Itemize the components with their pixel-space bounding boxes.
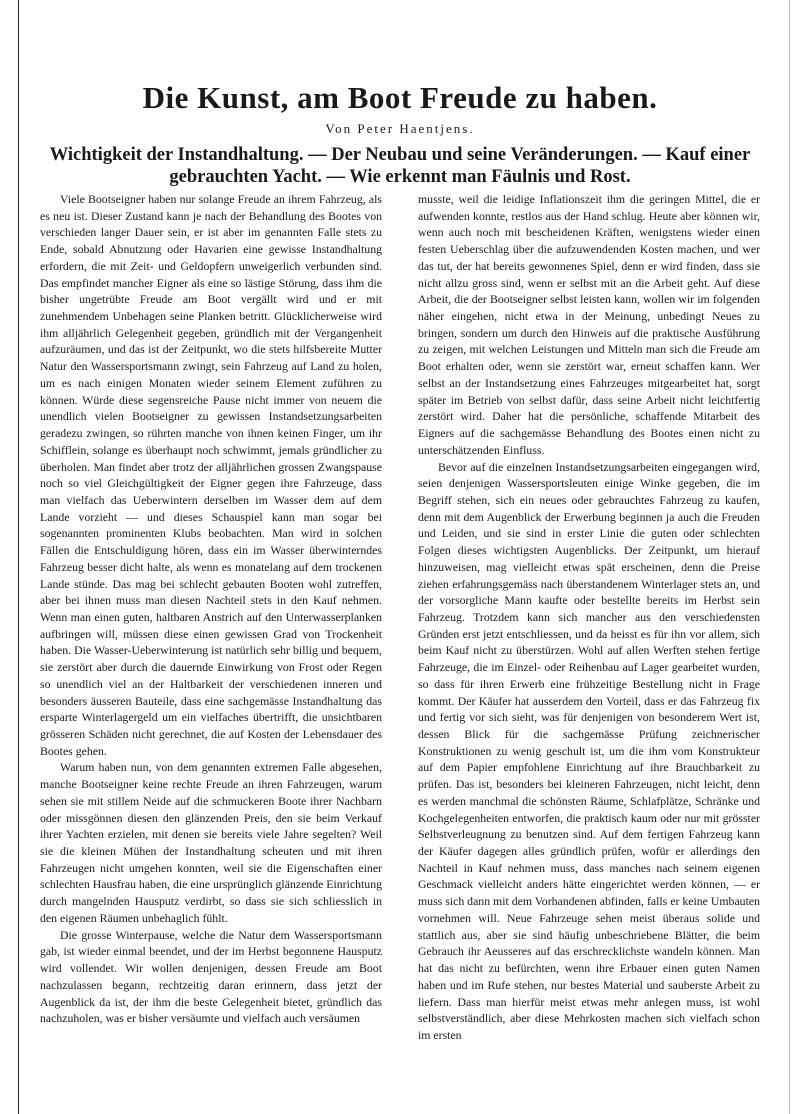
paragraph: Warum haben nun, von dem genannten extremen Falle abgesehen, manche Bootseigner keine rechte Freude an ihren Fahrzeugen, warum sehen sie mit stillem Neide auf die schmuckeren Boote ihrer Nachbarn oder missgönnen diesen den glänzenden Preis, den sie beim Verkauf ihrer Yachten erzielen, mit denen sie bereits viele Jahre segelten? Weil sie die kleinen Mühen der Instandhaltung scheuten und mit ihren Fahrzeugen nicht umgehen konnten, weil sie die Eigenschaften einer schlechten Hausfrau haben, die eine ursprünglich glänzende Einrichtung durch mangelnden Hausputz verdirbt, so dass sie sich schliesslich in den eigenen Räumen unbehaglich fühlt. bbox=[40, 760, 382, 925]
left-column bbox=[40, 191, 382, 1071]
right-column bbox=[418, 191, 760, 1071]
paragraph: Bevor auf die einzelnen Instandsetzungsarbeiten eingegangen wird, seien denjenigen Wassersportsleuten einige Winke gegeben, die im Begriff stehen, sich ein neues oder gebrauchtes Fahrzeug zu kaufen, denn mit dem Augenblick der Erwerbung beginnen ja auch die Freuden und Leiden, und sie sind in erster Linie die guten oder schlechten Folgen dieses wichtigsten Augenblicks. Der Zeitpunkt, um hierauf hinzuweisen, mag vielleicht etwas spät erscheinen, denn die Preise ziehen erfahrungsgemäss nach überstandenem Winterlager stets an, und der vorsorgliche Mann kaufte oder bestellte bereits im Herbst sein Fahrzeug. Trotzdem kann sich mancher aus den verschiedensten Gründen erst jetzt entschliessen, und da heisst es für ihn vor allem, sich beim Kauf nicht zu überstürzen. Wohl auf allen Werften stehen fertige Fahrzeuge, die im Einzel- oder Reihenbau auf Lager gearbeitet wurden, so dass für ihren Erwerb eine frühzeitige Bestellung nicht in Frage kommt. Der Käufer hat ausserdem den Vorteil, dass er das Fahrzeug fix und fertig vor sich sieht, was für denjenigen von besonderem Wert ist, dessen Blick für die sachgemässe Prüfung zeichnerischer Konstruktionen zu wenig geschult ist, um die ihm vom Konstrukteur auf dem Papier empfohlene Einrichtung auf ihre Brauchbarkeit zu prüfen. Das ist, besonders bei kleineren Fahrzeugen, nicht leicht, denn es werden manchmal die schönsten Räume, Schlafplätze, Schränke und Kochgelegenheiten entworfen, die praktisch kaum oder nur mit grösster Selbstverleugnung zu benutzen sind. Auf dem fertigen Fahrzeug kann der Käufer dagegen alles gründlich prüfen, wofür er allerdings den Nachteil in Kauf nehmen muss, dass manches nach seinem eigenen Geschmack vielleicht anders hätte eingerichtet werden können, — er muss sich dann mit dem Vorhandenen abfinden, falls er keine Umbauten vornehmen will. Neue Fahrzeuge sehen meist überaus solide und stattlich aus, aber sie sind häufig unbeschriebene Blätter, die beim Gebrauch ihr Aeusseres auf das erschrecklichste wandeln können. Man hat das nicht zu befürchten, wenn ihre Erbauer einen guten Namen haben und im Rufe stehen, nur bestes Material und sauberste Arbeit zu liefern. Dass man hierfür meist etwas mehr anlegen muss, ist wohl selbstverständlich, aber diese Mehrkosten machen sich vielfach schon im ersten bbox=[418, 459, 760, 1042]
article-subheading: Wichtigkeit der Instandhaltung. — Der Neubau und seine Veränderungen. — Kauf einer gebrauchten Yacht. — Wie erkennt man Fäulnis und Rost. bbox=[49, 145, 751, 187]
paragraph: Viele Bootseigner haben nur solange Freude an ihrem Fahrzeug, als es neu ist. Dieser Zustand kann je nach der Behandlung des Bootes von verschieden langer Dauer sein, er ist aber im genannten Falle stets zu Ende, sobald Abnutzung oder Havarien eine gewisse Instandhaltung erfordern, die mit Zeit- und Geldopfern unweigerlich verbunden sind. Das empfindet mancher Eigner als eine so lästige Störung, dass ihm die bisher ungetrübte Freude am Boot vergällt wird und er mit zunehmendem Unbehagen seine Planken betritt. Glücklicherweise wird ihm alljährlich Gelegenheit gegeben, gründlich mit der Vergangenheit aufzuräumen, und das ist der Zeitpunkt, wo die stets hilfsbereite Mutter Natur den Wassersportsmann zwingt, sein Fahrzeug auf Land zu holen, um es nach einigen Monaten wieder seinem Element zuführen zu können. Würde diese segensreiche Pause nicht immer von neuem die unendlich vielen Bootseigner zu gewissen Instandsetzungsarbeiten geradezu zwingen, so rührten manche von ihnen keinen Finger, um ihr Schifflein, solange es überhaupt noch schwimmt, jemals gründlicher zu überholen. Man findet aber trotz der alljährlichen grossen Zwangspause noch so viel Gleichgültigkeit der Eigner gegen ihre Fahrzeuge, dass man vielfach das Ueberwintern derselben im Wasser dem auf dem Lande vorzieht — und dieses Schauspiel kann man sogar bei sogenannten prominenten Klubs beobachten. Man wird in solchen Fällen die Entschuldigung hören, dass ein im Wasser überwinterndes Fahrzeug besser dicht halte, als wenn es monatelang auf dem trockenen Lande stünde. Das mag bei schlecht gebauten Booten wohl zutreffen, aber bei ihnen muss man diesen Nachteil stets in den Kauf nehmen. Wenn man einen guten, haltbaren Anstrich auf den Unterwasserplanken aufbringen will, müssen diese einen gewissen Grad von Trockenheit haben. Die Wasser-Ueberwinterung ist natürlich sehr billig und bequem, sie zerstört aber durch die dauernde Einwirkung von Frost oder Regen so unendlich viel an der Haltbarkeit der verschiedenen inneren und besonders äusseren Bauteile, dass eine sachgemässe Instandhaltung das ersparte Winterlagergeld um ein vielfaches übertrifft, die unsichtbaren grösseren Schäden nicht gerechnet, die auf Kosten der Lebensdauer des Bootes gehen. bbox=[40, 192, 382, 758]
paragraph-continued: musste, weil die leidige Inflationszeit ihm die geringen Mittel, die er aufwenden konnte, restlos aus der Hand schlug. Heute aber können wir, wenn auch noch mit bescheidenen Kräften, wenigstens wieder einen festen Ueberschlag über die aufzuwendenden Kosten machen, und wer das tut, der hat bereits gewonnenes Spiel, denn er wird finden, dass sie nicht allzu gross sind, wenn er selbst mit an die Arbeit geht. Auf diese Arbeit, die der Bootseigner selbst leisten kann, wollen wir im folgenden näher eingehen, nicht etwa in der Meinung, unbedingt Neues zu bringen, sondern um durch den Hinweis auf die praktische Ausführung zu zeigen, mit welchen Leistungen und Mitteln man sich die Freude am Boot erhalten oder, wenn sie zerstört war, erneut schaffen kann. Wer selbst an der Instandsetzung eines Fahrzeuges mitgearbeitet hat, sorgt später im Betrieb von selbst dafür, dass seine Arbeit nicht leichtfertig zerstört wird. Daher hat die persönliche, schaffende Mitarbeit des Eigners auf die sachgemässe Behandlung des Bootes einen nicht zu unterschätzenden Einfluss. bbox=[418, 192, 760, 457]
article-title: Die Kunst, am Boot Freude zu haben. bbox=[142, 80, 658, 115]
article-author: Von Peter Haentjens. bbox=[325, 121, 475, 136]
page-edge-line-right bbox=[789, 0, 790, 1114]
page-edge-line bbox=[18, 0, 19, 1114]
paragraph: Die grosse Winterpause, welche die Natur dem Wassersportsmann gab, ist wieder einmal beendet, und der im Herbst begonnene Hausputz wird vollendet. Wir wollen denjenigen, dessen Freude am Boot nachzulassen begann, rechtzeitig daran erinnern, dass jetzt der Augenblick da ist, der ihm die beste Gelegenheit bietet, gründlich das nachzuholen, was er bisher versäumte und vielfach auch versäumen bbox=[40, 927, 382, 1026]
